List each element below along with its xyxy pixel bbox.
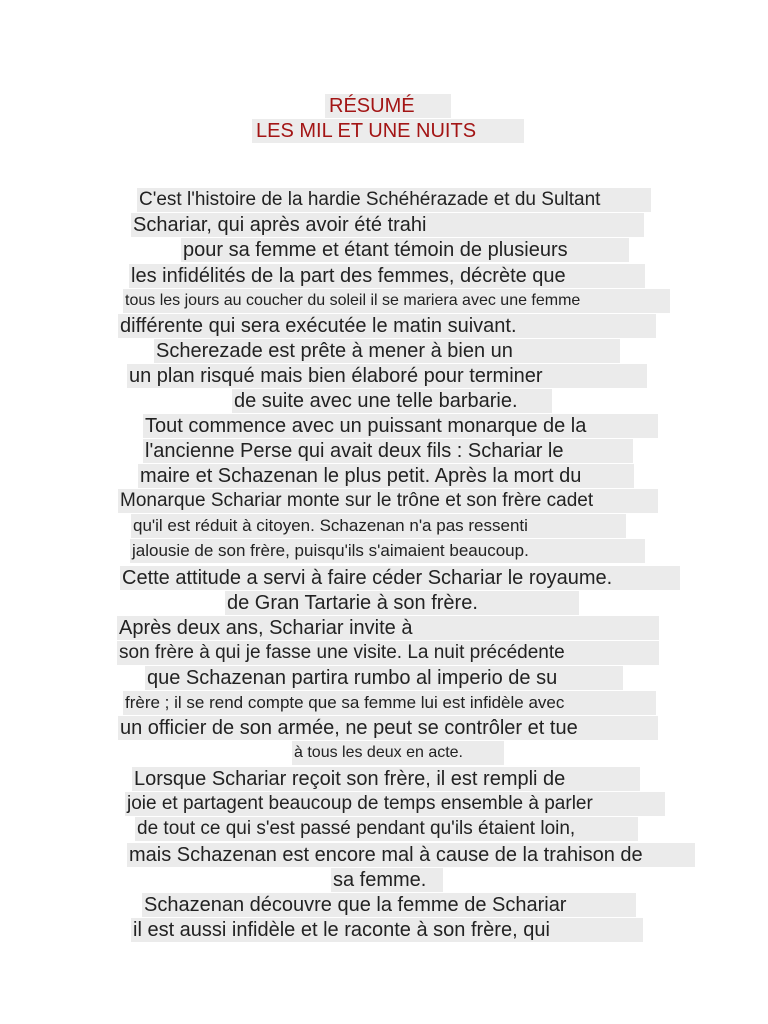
body-line: l'ancienne Perse qui avait deux fils : Schariar le bbox=[143, 439, 633, 463]
body-line: son frère à qui je fasse une visite. La nuit précédente bbox=[117, 641, 659, 665]
body-line: maire et Schazenan le plus petit. Après la mort du bbox=[138, 464, 634, 488]
body-line: de suite avec une telle barbarie. bbox=[232, 389, 552, 413]
body-line: jalousie de son frère, puisqu'ils s'aimaient beaucoup. bbox=[130, 539, 645, 563]
body-line: un plan risqué mais bien élaboré pour terminer bbox=[127, 364, 647, 388]
body-line: sa femme. bbox=[331, 868, 443, 892]
body-line: différente qui sera exécutée le matin suivant. bbox=[118, 314, 656, 338]
body-line: il est aussi infidèle et le raconte à son frère, qui bbox=[131, 918, 643, 942]
body-line: joie et partagent beaucoup de temps ensemble à parler bbox=[125, 792, 665, 816]
body-line: qu'il est réduit à citoyen. Schazenan n'a pas ressenti bbox=[131, 514, 626, 538]
body-line: frère ; il se rend compte que sa femme lui est infidèle avec bbox=[123, 691, 656, 715]
body-line: tous les jours au coucher du soleil il se mariera avec une femme bbox=[123, 289, 670, 313]
body-line: de Gran Tartarie à son frère. bbox=[225, 591, 579, 615]
body-line: que Schazenan partira rumbo al imperio de su bbox=[145, 666, 623, 690]
body-line: Cette attitude a servi à faire céder Schariar le royaume. bbox=[120, 566, 680, 590]
body-line: Schazenan découvre que la femme de Schariar bbox=[142, 893, 636, 917]
body-line: pour sa femme et étant témoin de plusieurs bbox=[181, 238, 629, 262]
body-line: Scherezade est prête à mener à bien un bbox=[154, 339, 620, 363]
body-line: C'est l'histoire de la hardie Schéhérazade et du Sultant bbox=[137, 188, 651, 212]
body-line: Après deux ans, Schariar invite à bbox=[117, 616, 659, 640]
title-mil-et-une-nuits: LES MIL ET UNE NUITS bbox=[252, 119, 524, 143]
body-line: mais Schazenan est encore mal à cause de la trahison de bbox=[127, 843, 695, 867]
body-line: Tout commence avec un puissant monarque de la bbox=[143, 414, 658, 438]
body-line: les infidélités de la part des femmes, décrète que bbox=[129, 264, 645, 288]
body-line: de tout ce qui s'est passé pendant qu'ils étaient loin, bbox=[135, 817, 638, 841]
body-line: Schariar, qui après avoir été trahi bbox=[131, 213, 644, 237]
body-line: à tous les deux en acte. bbox=[292, 741, 504, 765]
body-line: Monarque Schariar monte sur le trône et son frère cadet bbox=[118, 489, 658, 513]
title-resume: RÉSUMÉ bbox=[325, 94, 451, 118]
body-line: un officier de son armée, ne peut se contrôler et tue bbox=[118, 716, 658, 740]
body-line: Lorsque Schariar reçoit son frère, il est rempli de bbox=[132, 767, 640, 791]
